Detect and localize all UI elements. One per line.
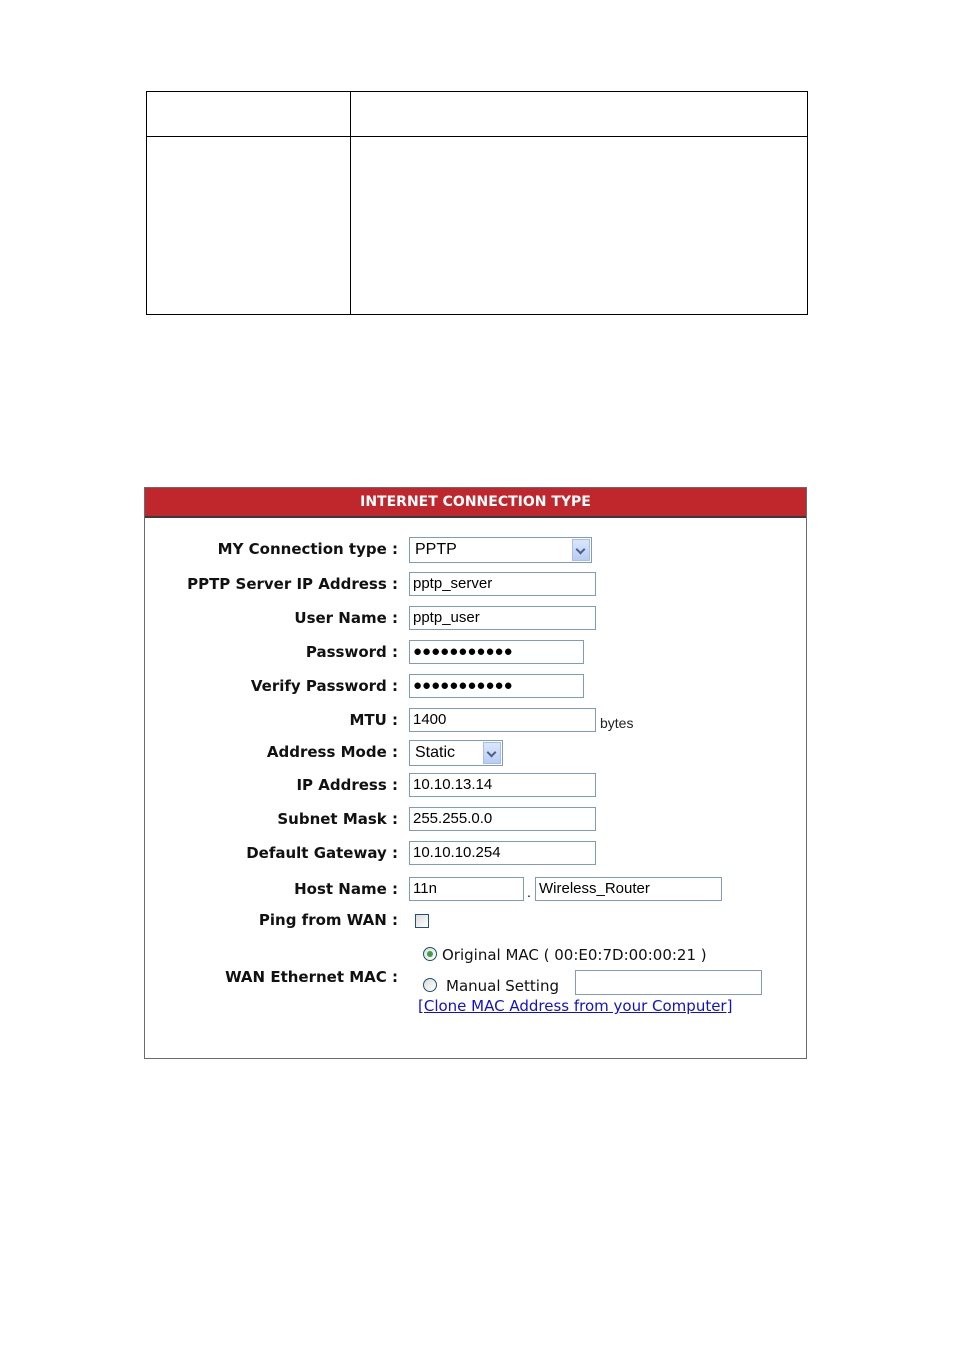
manual-mac-input[interactable] (575, 970, 762, 995)
subnet-mask-label: Subnet Mask : (277, 810, 398, 828)
host-name-separator: . (527, 884, 531, 900)
table-row-divider (147, 136, 807, 137)
default-gateway-input[interactable]: 10.10.10.254 (409, 841, 596, 865)
address-mode-label: Address Mode : (266, 743, 398, 761)
ping-from-wan-checkbox[interactable] (415, 914, 429, 928)
password-input[interactable]: ●●●●●●●●●●● (409, 640, 584, 664)
connection-type-select[interactable] (409, 537, 592, 563)
default-gateway-label: Default Gateway : (246, 844, 398, 862)
connection-type-label: MY Connection type : (217, 540, 398, 558)
user-name-input[interactable]: pptp_user (409, 606, 596, 630)
panel-title: INTERNET CONNECTION TYPE (145, 488, 806, 518)
wan-mac-label: WAN Ethernet MAC : (225, 968, 398, 986)
password-label: Password : (305, 643, 398, 661)
original-mac-radio[interactable] (423, 947, 437, 961)
manual-setting-radio[interactable] (423, 978, 437, 992)
table-column-divider (350, 92, 351, 314)
ping-from-wan-label: Ping from WAN : (258, 911, 398, 929)
chevron-down-icon[interactable] (483, 742, 501, 764)
mtu-label: MTU : (349, 711, 398, 729)
verify-password-label: Verify Password : (250, 677, 398, 695)
mtu-unit: bytes (600, 715, 634, 731)
ip-address-input[interactable]: 10.10.13.14 (409, 773, 596, 797)
clone-mac-link[interactable]: [Clone MAC Address from your Computer] (418, 997, 733, 1015)
mtu-input[interactable]: 1400 (409, 708, 596, 732)
server-ip-label: PPTP Server IP Address : (187, 575, 398, 593)
internet-connection-panel (144, 487, 807, 1059)
subnet-mask-input[interactable]: 255.255.0.0 (409, 807, 596, 831)
address-mode-select[interactable] (409, 740, 503, 766)
server-ip-input[interactable]: pptp_server (409, 572, 596, 596)
address-mode-value: Static (415, 744, 456, 761)
host-name-label: Host Name : (294, 880, 398, 898)
connection-type-value: PPTP (415, 541, 457, 558)
document-table (146, 91, 808, 315)
manual-setting-text: Manual Setting (446, 977, 559, 995)
host-name-input-2[interactable]: Wireless_Router (535, 877, 722, 901)
host-name-input-1[interactable]: 11n (409, 877, 524, 901)
original-mac-text: Original MAC ( 00:E0:7D:00:00:21 ) (442, 946, 707, 964)
user-name-label: User Name : (294, 609, 398, 627)
verify-password-input[interactable]: ●●●●●●●●●●● (409, 674, 584, 698)
chevron-down-icon[interactable] (572, 539, 590, 561)
ip-address-label: IP Address : (296, 776, 398, 794)
